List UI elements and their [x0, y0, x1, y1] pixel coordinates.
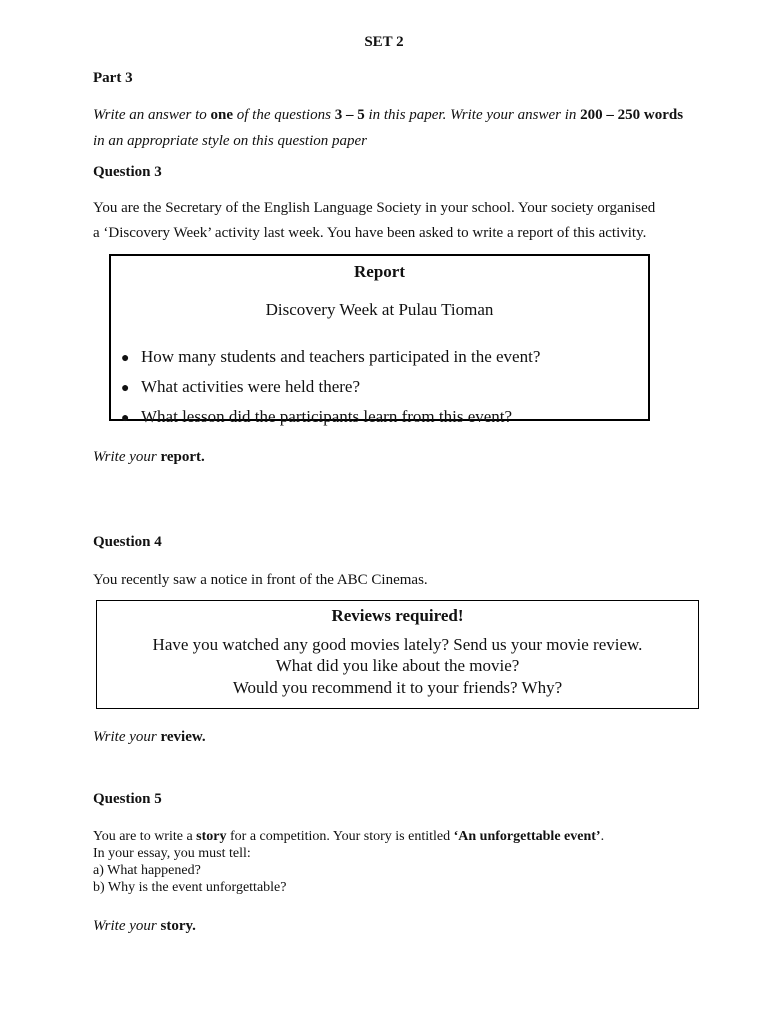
notice-line-1: Have you watched any good movies lately? Send us your movie review. [152, 635, 643, 654]
q5-text: . [600, 829, 605, 844]
q5-text: for a competition. Your story is entitled [226, 829, 454, 844]
report-bullet-text: What lesson did the participants learn from this event? [141, 407, 513, 426]
question-5-title: Question 5 [93, 791, 162, 807]
write-task: report. [160, 449, 205, 465]
report-box [109, 254, 650, 426]
bullet-icon: ● [121, 411, 130, 426]
report-bullet-list [121, 342, 540, 432]
instr-bold-2: 3 – 5 [334, 107, 365, 123]
instr-text-4: in an appropriate style on this question paper [93, 133, 368, 149]
write-task: story. [160, 918, 196, 934]
question-3-text-line-2: a ‘Discovery Week’ activity last week. You have been asked to write a report of this activity. [93, 225, 647, 241]
write-prefix: Write your [93, 449, 161, 465]
question-3-text-line-1: You are the Secretary of the English Language Society in your school. Your society organised [93, 200, 656, 216]
set-title: SET 2 [364, 34, 404, 50]
instr-bold-1: one [210, 107, 234, 123]
bullet-icon: ● [121, 351, 130, 366]
write-prefix: Write your [93, 918, 161, 934]
instr-text-3: in this paper. Write your answer in [364, 107, 581, 123]
instr-text-1: Write an answer to [93, 107, 211, 123]
question-3-title: Question 3 [93, 164, 162, 180]
report-box-subtitle: Discovery Week at Pulau Tioman [265, 300, 494, 319]
part-title: Part 3 [93, 70, 133, 86]
question-4-title: Question 4 [93, 534, 162, 550]
notice-line-2: What did you like about the movie? [275, 656, 520, 675]
notice-line-3: Would you recommend it to your friends? Why? [232, 678, 563, 697]
notice-box [96, 600, 699, 709]
question-3-write-instruction [93, 449, 205, 466]
report-bullet-item [121, 342, 540, 372]
question-5-line-1 [93, 828, 604, 845]
question-5-text [93, 828, 604, 896]
question-5-line-4: b) Why is the event unforgettable? [93, 880, 287, 895]
question-5-line-2: In your essay, you must tell: [93, 846, 251, 861]
question-4-text: You recently saw a notice in front of the ABC Cinemas. [93, 572, 428, 588]
report-box-title: Report [354, 262, 405, 281]
q5-bold: ‘An unforgettable event’ [453, 829, 601, 844]
notice-box-title: Reviews required! [331, 606, 464, 625]
question-4-write-instruction [93, 729, 206, 746]
report-bullet-text: What activities were held there? [141, 377, 360, 396]
instr-bold-3: 200 – 250 words [580, 107, 684, 123]
question-5-line-3: a) What happened? [93, 863, 201, 878]
report-bullet-item [121, 372, 540, 402]
report-bullet-item [121, 402, 540, 432]
q5-bold: story [196, 829, 227, 844]
report-bullet-text: How many students and teachers participated in the event? [141, 347, 541, 366]
q5-text: You are to write a [93, 829, 197, 844]
write-prefix: Write your [93, 729, 161, 745]
write-task: review. [160, 729, 206, 745]
question-5-write-instruction [93, 918, 196, 935]
instructions [93, 102, 693, 154]
instr-text-2: of the questions [233, 107, 335, 123]
bullet-icon: ● [121, 381, 130, 396]
